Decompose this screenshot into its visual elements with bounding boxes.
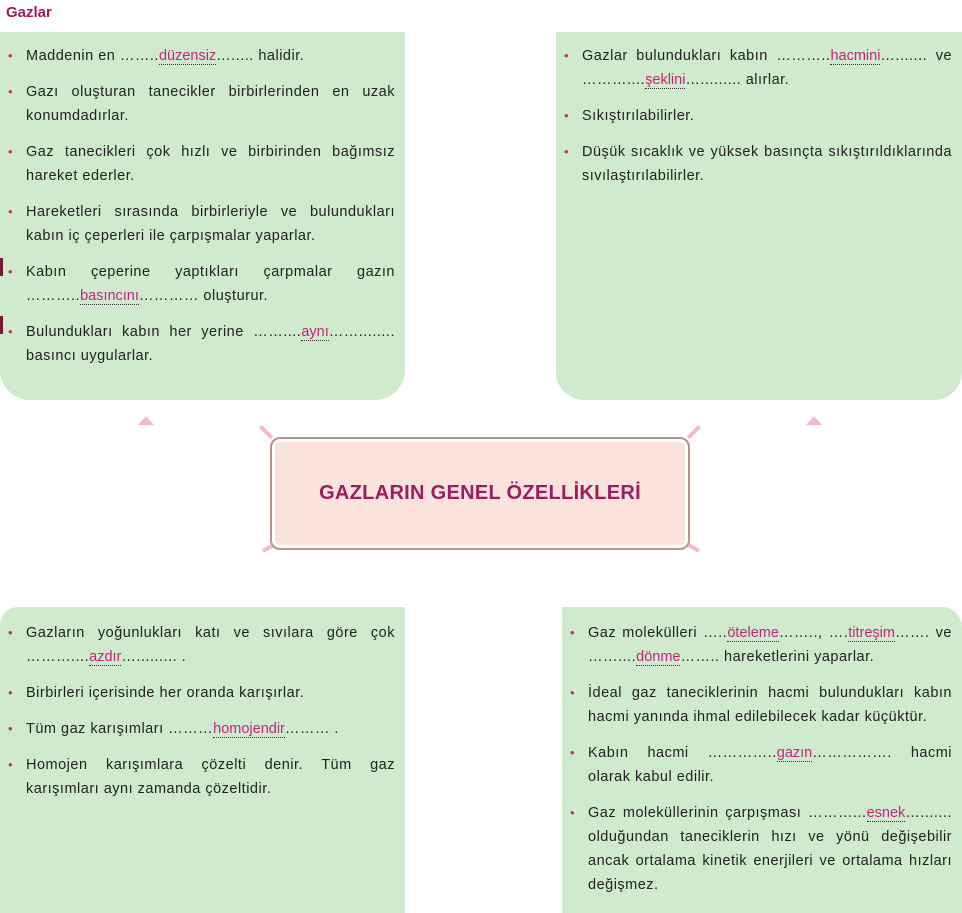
item-text: Bulundukları kabın her yerine ……....	[26, 324, 302, 340]
item-text: ……. ve ……....	[588, 625, 952, 665]
list-top-left	[0, 32, 405, 368]
center-title-box	[270, 437, 690, 550]
list-item	[0, 753, 405, 801]
list-bottom-left	[0, 607, 405, 801]
list-item	[0, 44, 405, 68]
list-item	[0, 717, 405, 741]
item-text: …....... ve ………....	[582, 48, 953, 88]
item-text: …….. hareketlerini yaparlar.	[680, 649, 875, 665]
filled-answer: basıncını	[80, 288, 139, 304]
item-text: …….., ….	[778, 625, 849, 641]
filled-answer: hacmini	[830, 48, 881, 64]
item-text: Kabın hacmi …………..	[588, 745, 777, 761]
arrow-decoration	[806, 416, 822, 425]
list-item	[562, 681, 962, 729]
list-bottom-right	[562, 607, 962, 897]
item-text: …......... alırlar.	[685, 72, 790, 88]
item-text: ……… .	[284, 721, 339, 737]
item-text: …....... olduğundan taneciklerin hızı ve yönü değişebilir ancak ortalama kinetik enerjileri ve ortalama hızları değişmez.	[588, 805, 952, 893]
filled-answer: azdır	[89, 649, 122, 665]
section-title: Gazlar	[6, 4, 52, 21]
item-text: …..... halidir.	[216, 48, 305, 64]
filled-answer: aynı	[301, 324, 329, 340]
filled-answer: esnek	[866, 805, 906, 821]
list-item	[0, 681, 405, 705]
item-text: Maddenin en ……..	[26, 48, 159, 64]
connector-decoration	[259, 425, 273, 439]
item-text: ………… oluşturur.	[138, 288, 269, 304]
list-item	[0, 320, 405, 368]
item-text: Gazı oluşturan tanecikler birbirlerinden en uzak konumdadırlar.	[26, 84, 395, 124]
filled-answer: düzensiz	[158, 48, 217, 64]
panel-top-right	[556, 32, 962, 400]
item-text: Gaz tanecikleri çok hızlı ve birbirinden bağımsız hareket ederler.	[26, 144, 395, 184]
list-item	[0, 621, 405, 669]
panel-bottom-right	[562, 607, 962, 913]
item-text: İdeal gaz taneciklerinin hacmi bulundukları kabın hacmi yanında ihmal edilebilecek kadar küçüktür.	[588, 685, 952, 725]
filled-answer: dönme	[636, 649, 681, 665]
panel-bottom-left	[0, 607, 405, 913]
item-text: Birbirleri içerisinde her oranda karışırlar.	[26, 685, 305, 701]
arrow-decoration	[138, 416, 154, 425]
list-item	[0, 260, 405, 308]
list-top-right	[556, 32, 962, 188]
list-item	[556, 140, 962, 188]
item-text: ……........ basıncı uygularlar.	[26, 324, 395, 364]
side-mark	[0, 258, 3, 276]
item-text: Kabın çeperine yaptıkları çarpmalar gazın ………..	[26, 264, 395, 304]
list-item	[0, 80, 405, 128]
filled-answer: öteleme	[727, 625, 779, 641]
list-item	[562, 801, 962, 897]
connector-decoration	[687, 425, 701, 439]
item-text: Hareketleri sırasında birbirleriyle ve bulundukları kabın iç çeperleri ile çarpışmalar yaparlar.	[26, 204, 395, 244]
item-text: Gaz molekülleri …..	[588, 625, 728, 641]
filled-answer: şeklini	[645, 72, 686, 88]
item-text: Gazlar bulundukları kabın ………..	[582, 48, 831, 64]
filled-answer: titreşim	[848, 625, 895, 641]
item-text: Sıkıştırılabilirler.	[582, 108, 695, 124]
list-item	[0, 140, 405, 188]
list-item	[556, 104, 962, 128]
filled-answer: gazın	[776, 745, 813, 761]
list-item	[562, 621, 962, 669]
list-item	[562, 741, 962, 789]
list-item	[0, 200, 405, 248]
list-item	[556, 44, 962, 92]
item-text: Tüm gaz karışımları ………	[26, 721, 214, 737]
item-text: Gazların yoğunlukları katı ve sıvılara göre çok ………....	[26, 625, 395, 665]
filled-answer: homojendir	[213, 721, 285, 737]
item-text: Gaz moleküllerinin çarpışması ………...	[588, 805, 867, 821]
item-text: Düşük sıcaklık ve yüksek basınçta sıkıştırıldıklarında sıvılaştırılabilirler.	[582, 144, 952, 184]
item-text: …......... .	[121, 649, 187, 665]
item-text: Homojen karışımlara çözelti denir. Tüm gaz karışımları aynı zamanda çözeltidir.	[26, 757, 395, 797]
panel-top-left	[0, 32, 405, 400]
item-text: ……………. hacmi olarak kabul edilir.	[588, 745, 952, 785]
side-mark	[0, 316, 3, 334]
center-title: GAZLARIN GENEL ÖZELLİKLERİ	[319, 482, 641, 504]
